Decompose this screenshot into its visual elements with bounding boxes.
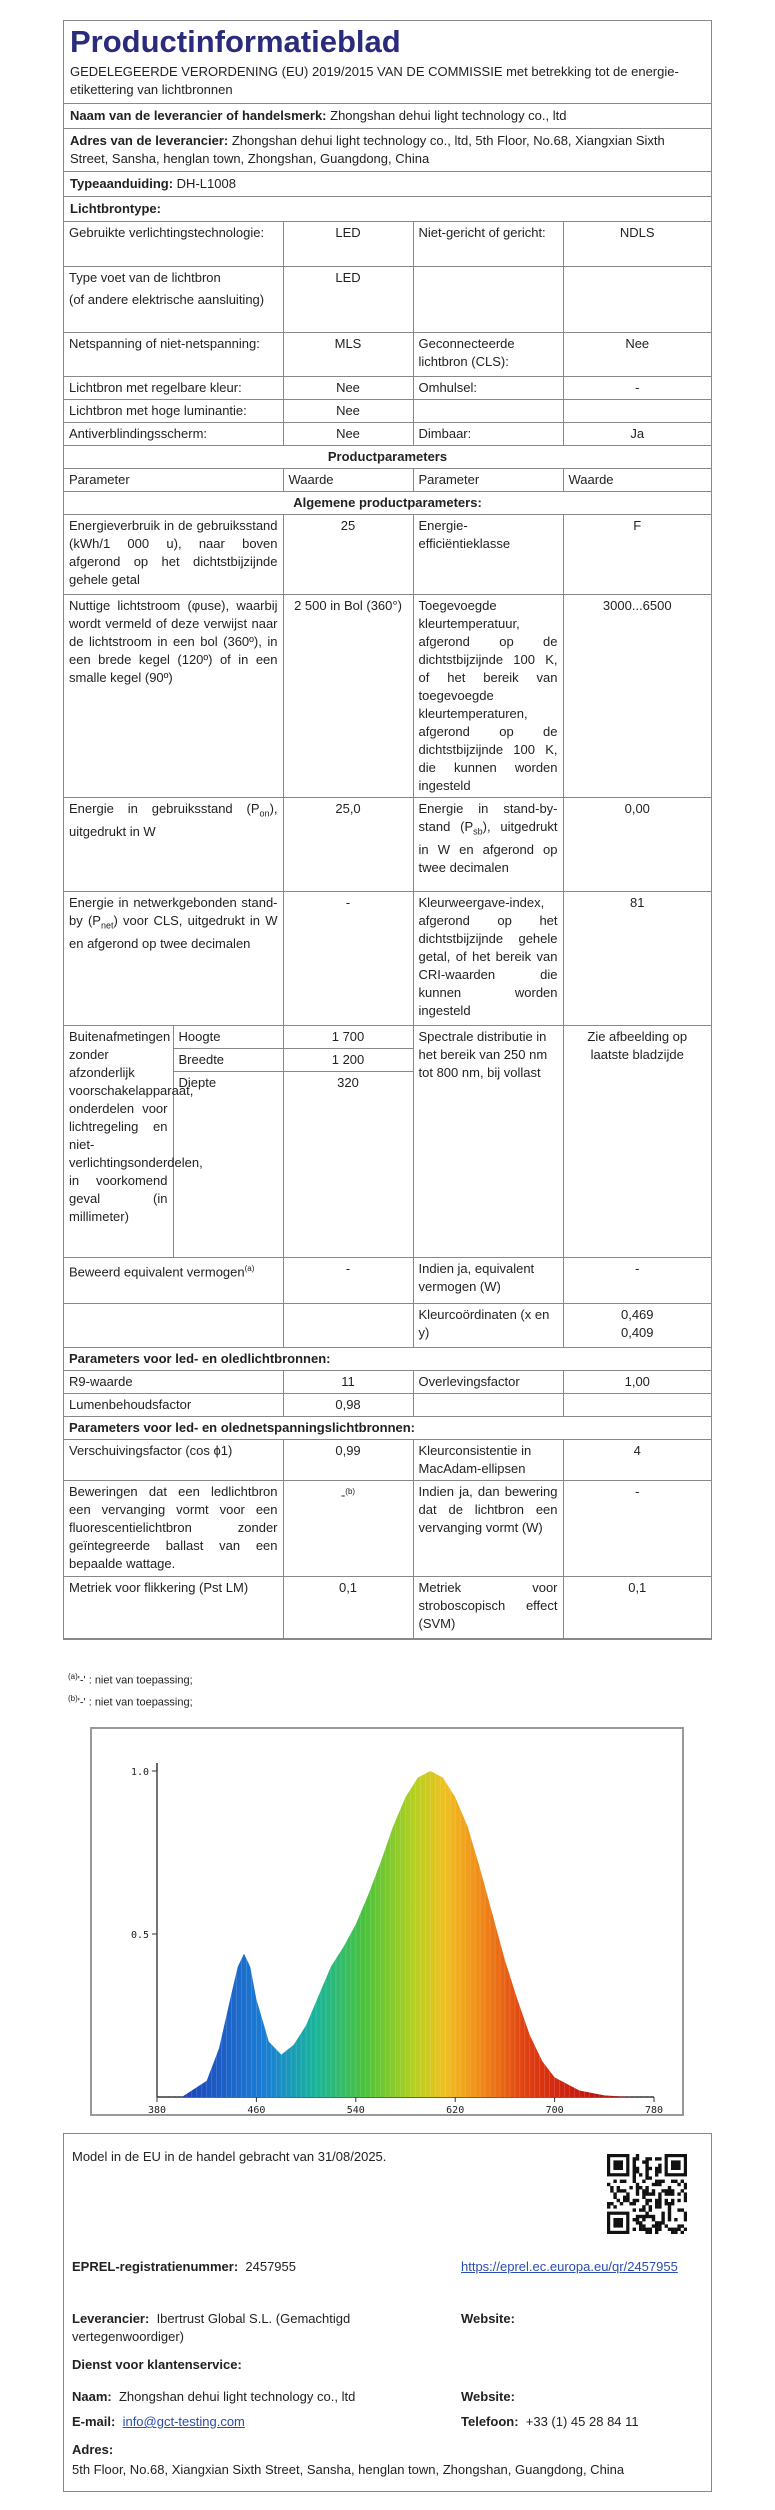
- cell: Energie-efficiëntieklasse: [413, 515, 563, 595]
- cell-text: Beweerd equivalent vermogen: [69, 1264, 245, 1280]
- cell: Kleurcoördinaten (x en y): [413, 1304, 563, 1348]
- eprel-label: EPREL-registratienummer:: [72, 2259, 239, 2274]
- cell: [64, 1258, 283, 1304]
- cell: Breedte: [173, 1049, 283, 1072]
- cell: 11: [283, 1371, 413, 1394]
- cell-superscript: (a): [244, 1264, 255, 1273]
- phone-label: Telefoon:: [461, 2414, 519, 2429]
- y-tick-label: 0.5: [130, 1930, 149, 1941]
- general-parameters-heading: Algemene productparameters:: [64, 491, 711, 514]
- cell: LED: [283, 266, 413, 332]
- eprel-number: 2457955: [245, 2259, 297, 2274]
- cell-line: 0,409: [620, 1325, 654, 1340]
- cell: [64, 892, 283, 1026]
- service-website-label: Website:: [461, 2389, 515, 2404]
- cell: Energieverbruik in de gebruiksstand (kWh/1 000 u), naar boven afgerond op het dichtstbijzijnde gehele getal: [64, 515, 283, 595]
- cell: 81: [563, 892, 711, 1026]
- cell: 1 700: [283, 1026, 413, 1049]
- cell: Nee: [283, 399, 413, 422]
- cell: [64, 798, 283, 892]
- product-registration-box: [63, 2133, 712, 2492]
- cell: Indien ja, equivalent vermogen (W): [413, 1258, 563, 1304]
- service-name-label: Naam:: [72, 2389, 112, 2404]
- x-tick-label: 700: [545, 2105, 564, 2114]
- cell: -: [563, 1481, 711, 1577]
- cell: [413, 266, 563, 332]
- cell: Dimbaar:: [413, 422, 563, 445]
- cell: [563, 1394, 711, 1417]
- cell: [283, 1481, 413, 1577]
- footnote-a: [68, 1672, 193, 1687]
- cell: Metriek voor stroboscopisch effect (SVM): [413, 1577, 563, 1639]
- footnote-marker: (b): [68, 1694, 78, 1703]
- cell: -: [563, 1258, 711, 1304]
- placed-on-market-text: Model in de EU in de handel gebracht van 31/08/2025.: [72, 2149, 387, 2164]
- email-row: [72, 2413, 245, 2431]
- spectrum-svg: [92, 1729, 682, 2114]
- cell-line: (of andere elektrische aansluiting): [69, 291, 265, 307]
- cell: 0,1: [563, 1577, 711, 1639]
- phone-value: +33 (1) 45 28 84 11: [525, 2414, 639, 2429]
- supplier-rep-label: Leverancier:: [72, 2311, 150, 2326]
- x-tick-label: 540: [346, 2105, 365, 2114]
- cell: 25,0: [283, 798, 413, 892]
- x-tick-label: 460: [247, 2105, 266, 2114]
- cell-text: ) voor CLS, uitgedrukt in W en afgerond op twee decimalen: [69, 913, 278, 951]
- cell: Netspanning of niet-netspanning:: [64, 332, 283, 376]
- cell: LED: [283, 222, 413, 266]
- cell-superscript: (b): [345, 1487, 356, 1496]
- address-value: Zhongshan dehui light technology co., ltd, 5th Floor, No.68, Xiangxian Sixth Street, Sansha, henglan town, Zhongshan, Guangdong, China: [70, 133, 665, 166]
- customer-service-heading: Dienst voor klantenservice:: [72, 2357, 242, 2372]
- lightsource-type-table: [64, 222, 711, 515]
- cell: Toegevoegde kleurtemperatuur, afgerond op de dichtstbijzijnde 100 K, of het bereik van toegevoegde kleurtemperaturen, afgerond op de dichtstbijzijnde 100 K, die kunnen worden ingesteld: [413, 595, 563, 798]
- cell: -: [283, 1258, 413, 1304]
- eprel-link[interactable]: https://eprel.ec.europa.eu/qr/2457955: [461, 2259, 678, 2274]
- service-name-value: Zhongshan dehui light technology co., ltd: [118, 2389, 356, 2404]
- cell: Geconnecteerde lichtbron (CLS):: [413, 332, 563, 376]
- cell: 0,99: [283, 1440, 413, 1481]
- cell: [413, 399, 563, 422]
- general-parameters-table: [64, 515, 711, 1640]
- cell: Hoogte: [173, 1026, 283, 1049]
- supplier-value: Zhongshan dehui light technology co., ltd: [330, 108, 567, 123]
- cell: Beweringen dat een ledlichtbron een vervanging vormt voor een fluorescentielichtbron zonder geïntegreerde ballast van een bepaalde wattage.: [64, 1481, 283, 1577]
- cell: 25: [283, 515, 413, 595]
- cell: [413, 798, 563, 892]
- cell: 0,00: [563, 798, 711, 892]
- cell: -: [283, 892, 413, 1026]
- cell: Kleurconsistentie in MacAdam-ellipsen: [413, 1440, 563, 1481]
- product-information-sheet: [63, 20, 712, 1640]
- cell: Niet-gericht of gericht:: [413, 222, 563, 266]
- eprel-row: [72, 2258, 296, 2276]
- qr-code-icon[interactable]: [607, 2154, 687, 2234]
- address-label: Adres van de leverancier:: [70, 133, 229, 148]
- cell: Verschuivingsfactor (cos ϕ1): [64, 1440, 283, 1481]
- cell: 4: [563, 1440, 711, 1481]
- cell: Nee: [283, 422, 413, 445]
- cell-text: Energie in netwerkgebonden stand-by (P: [69, 895, 278, 928]
- cell: 320: [283, 1072, 413, 1258]
- supplier-row: [64, 104, 711, 129]
- cell: 1,00: [563, 1371, 711, 1394]
- cell-text: -: [340, 1487, 346, 1503]
- led-parameters-heading: Parameters voor led- en oledlichtbronnen:: [64, 1348, 711, 1371]
- cell: [64, 1304, 283, 1348]
- column-header: Waarde: [563, 468, 711, 491]
- cell-text: ), uitgedrukt in W en afgerond op twee decimalen: [418, 819, 558, 875]
- cell: Lichtbron met hoge luminantie:: [64, 399, 283, 422]
- cell: [413, 1394, 563, 1417]
- supplier-rep-row: [72, 2310, 452, 2346]
- cell: Diepte: [173, 1072, 283, 1258]
- product-parameters-heading: Productparameters: [64, 445, 711, 468]
- cell: Indien ja, dan bewering dat de lichtbron een vervanging vormt (W): [413, 1481, 563, 1577]
- cell: Omhulsel:: [413, 376, 563, 399]
- email-label: E-mail:: [72, 2414, 116, 2429]
- cell: Overlevingsfactor: [413, 1371, 563, 1394]
- cell: 3000...6500: [563, 595, 711, 798]
- footnote-text: '-' : niet van toepassing;: [77, 1674, 193, 1687]
- cell: Lichtbron met regelbare kleur:: [64, 376, 283, 399]
- model-row: [64, 172, 711, 197]
- column-header: Parameter: [413, 468, 563, 491]
- supplier-label: Naam van de leverancier of handelsmerk:: [70, 108, 327, 123]
- column-header: Parameter: [64, 468, 283, 491]
- y-tick-label: 1.0: [130, 1767, 149, 1778]
- cell: 0,1: [283, 1577, 413, 1639]
- x-tick-label: 780: [644, 2105, 664, 2114]
- column-header: Waarde: [283, 468, 413, 491]
- chart-plot: [157, 1771, 654, 2097]
- cell: Kleurweergave-index, afgerond op het dichtstbijzijnde gehele getal, of het bereik van CRI-waarden die kunnen worden ingesteld: [413, 892, 563, 1026]
- cell: Ja: [563, 422, 711, 445]
- footnote-marker: (a): [68, 1672, 78, 1681]
- address-row: [64, 129, 711, 172]
- cell: Antiverblindingsscherm:: [64, 422, 283, 445]
- cell: Spectrale distributie in het bereik van 250 nm tot 800 nm, bij vollast: [413, 1026, 563, 1258]
- cell-line: Type voet van de lichtbron: [69, 269, 221, 285]
- cell: [563, 266, 711, 332]
- cell-text: ), uitgedrukt in W: [69, 801, 278, 839]
- cell: Metriek voor flikkering (Pst LM): [64, 1577, 283, 1639]
- cell: F: [563, 515, 711, 595]
- cell-subscript: sb: [473, 826, 483, 837]
- website-label: Website:: [461, 2311, 515, 2326]
- lightsource-type-heading: Lichtbrontype:: [64, 197, 711, 222]
- regulation-subtitle: GEDELEGEERDE VERORDENING (EU) 2019/2015 VAN DE COMMISSIE met betrekking tot de energie-etikettering van lichtbronnen: [64, 63, 711, 104]
- cell: 0,98: [283, 1394, 413, 1417]
- cell: Lumenbehoudsfactor: [64, 1394, 283, 1417]
- cell: [563, 399, 711, 422]
- cell-subscript: on: [259, 808, 270, 819]
- cell: Gebruikte verlichtingstechnologie:: [64, 222, 283, 266]
- supplier-rep-value: Ibertrust Global S.L. (Gemachtigd vertegenwoordiger): [72, 2311, 351, 2344]
- footnote-text: '-' : niet van toepassing;: [77, 1696, 193, 1709]
- cell-text: Energie in stand-by-stand (P: [418, 801, 558, 834]
- service-address-value: 5th Floor, No.68, Xiangxian Sixth Street, Sansha, henglan town, Zhongshan, Guangdong, China: [72, 2462, 625, 2477]
- cell: [283, 1304, 413, 1348]
- x-tick-label: 380: [147, 2105, 167, 2114]
- cell: [563, 1304, 711, 1348]
- cell: Zie afbeelding op laatste bladzijde: [563, 1026, 711, 1258]
- cell-text: Energie in gebruiksstand (P: [69, 801, 260, 816]
- model-label: Typeaanduiding:: [70, 176, 174, 191]
- cell: 2 500 in Bol (360°): [283, 595, 413, 798]
- cell: [64, 266, 283, 332]
- service-name-row: [72, 2388, 355, 2406]
- x-tick-label: 620: [446, 2105, 465, 2114]
- service-address-label: Adres:: [72, 2442, 114, 2457]
- cell: Nee: [563, 332, 711, 376]
- cell-line: 0,469: [620, 1307, 654, 1322]
- cell: Nuttige lichtstroom (φuse), waarbij wordt vermeld of deze verwijst naar de lichtstroom in een bol (360º), in een brede kegel (120º) of in een smalle kegel (90º): [64, 595, 283, 798]
- footnote-b: [68, 1694, 193, 1709]
- email-link[interactable]: info@gct-testing.com: [122, 2414, 245, 2429]
- phone-row: [461, 2413, 639, 2431]
- cell: 1 200: [283, 1049, 413, 1072]
- cell: NDLS: [563, 222, 711, 266]
- cell-subscript: net: [100, 920, 114, 931]
- spectral-distribution-chart: [90, 1727, 684, 2116]
- model-value: DH-L1008: [176, 176, 236, 191]
- cell: Buitenafmetingen zonder afzonderlijk voorschakelapparaat, onderdelen voor lichtregeling en niet-verlichtingsonderdelen, in voorkomend geval (in millimeter): [64, 1026, 173, 1258]
- cell: -: [563, 376, 711, 399]
- cell: MLS: [283, 332, 413, 376]
- cell: R9-waarde: [64, 1371, 283, 1394]
- page-title: Productinformatieblad: [70, 24, 401, 59]
- cell: Nee: [283, 376, 413, 399]
- mains-parameters-heading: Parameters voor led- en olednetspanningslichtbronnen:: [64, 1417, 711, 1440]
